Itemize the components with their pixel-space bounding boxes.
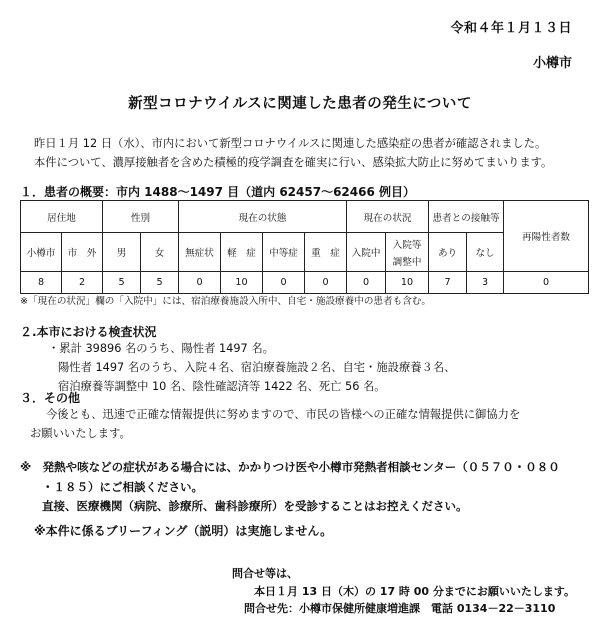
- value-female: 5: [141, 272, 179, 294]
- value-adjusting: 10: [386, 272, 429, 294]
- value-hospitalized: 0: [347, 272, 386, 294]
- contact-line: 問合せ等は、: [232, 567, 298, 580]
- testing-status-line: ・累計 39896 名のうち、陽性者 1497 名。: [48, 342, 274, 355]
- subheader-contact-yes: あり: [429, 233, 467, 272]
- other-paragraph: [30, 405, 521, 443]
- document-title: 新型コロナウイルスに関連した患者の発生について: [128, 96, 472, 112]
- issuer-city: 小樽市: [532, 56, 572, 71]
- value-repositive: 0: [504, 272, 589, 294]
- fever-consultation-notice: [20, 458, 560, 517]
- briefing-notice: ※本件に係るブリーフィング（説明）は実施しません。: [34, 524, 333, 538]
- intro-line: 本件について、濃厚接触者を含めた積極的疫学調査を確実に行い、感染拡大防止に努めてまいります。: [34, 156, 553, 169]
- subheader-severe: 重 症: [305, 233, 347, 272]
- table-row: [21, 272, 589, 294]
- subheader-adjusting-line: 入院等: [392, 239, 422, 251]
- subheader-outside: 市 外: [62, 233, 103, 272]
- value-in-city: 8: [21, 272, 62, 294]
- header-gender: 性別: [103, 201, 179, 233]
- value-male: 5: [103, 272, 141, 294]
- section-1-heading: １．患者の概要：市内 1488～1497 目（道内 62457～62466 例目）: [20, 185, 416, 199]
- header-situation: 現在の状況: [347, 201, 429, 233]
- value-moderate: 0: [263, 272, 305, 294]
- contact-line: 問合せ先：小樽市保健所健康増進課 電話 0134－22－3110: [244, 602, 556, 615]
- other-line: 今後とも、迅速で正確な情報提供に努めますので、市民の皆様への正確な情報提供に御協力を: [46, 408, 521, 421]
- intro-paragraph: [34, 134, 552, 172]
- notice-line: ※ 発熱や咳などの症状がある場合には、かかりつけ医や小樽市発熱者相談センター（０５７０・０８０: [20, 460, 560, 474]
- testing-status-line: 陽性者 1497 名のうち、入院４名、宿泊療養施設２名、自宅・施設療養３名、: [58, 361, 456, 374]
- contact-line: 本日１月 13 日（木）の 17 時 00 分までにお願いいたします。: [254, 584, 576, 598]
- patient-summary-table: [20, 200, 589, 294]
- header-repositive: 再陽性者数: [504, 201, 589, 272]
- testing-status-line: 宿泊療養等調整中 10 名、陰性確認済等 1422 名、死亡 56 名。: [58, 380, 386, 393]
- notice-line: 直接、医療機関（病院、診療所、歯科診療所）を受診することはお控えください。: [42, 499, 468, 513]
- section-3-heading: ３．その他: [20, 391, 81, 405]
- table-footnote: ※「現在の状況」欄の「入院中」には、宿泊療養施設入所中、自宅・施設療養中の患者も含む。: [20, 296, 431, 307]
- subheader-hospitalized: 入院中: [347, 233, 386, 272]
- subheader-mild: 軽 症: [221, 233, 263, 272]
- contact-info: [232, 565, 575, 618]
- value-asymptomatic: 0: [179, 272, 221, 294]
- value-contact-yes: 7: [429, 272, 467, 294]
- subheader-female: 女: [141, 233, 179, 272]
- subheader-adjusting-line: 調整中: [392, 256, 422, 268]
- subheader-in-city: 小樽市: [21, 233, 62, 272]
- value-mild: 10: [221, 272, 263, 294]
- subheader-asymptomatic: 無症状: [179, 233, 221, 272]
- document-date: 令和４年１月１３日: [450, 21, 572, 36]
- section-2-heading: ２.本市における検査状況: [20, 325, 157, 339]
- other-line: お願いいたします。: [30, 427, 131, 440]
- header-residence: 居住地: [21, 201, 103, 233]
- value-severe: 0: [305, 272, 347, 294]
- notice-line: ・１８５）にご相談ください。: [42, 479, 203, 494]
- subheader-male: 男: [103, 233, 141, 272]
- header-contact: 患者との接触等: [429, 201, 504, 233]
- subheader-moderate: 中等症: [263, 233, 305, 272]
- subheader-contact-no: なし: [467, 233, 504, 272]
- subheader-adjusting: [386, 233, 429, 272]
- header-condition: 現在の状態: [179, 201, 347, 233]
- value-contact-no: 3: [467, 272, 504, 294]
- intro-line: 昨日１月 12 日（水）、市内において新型コロナウイルスに関連した感染症の患者が確認されました。: [34, 137, 547, 150]
- value-outside: 2: [62, 272, 103, 294]
- testing-status: [48, 339, 455, 396]
